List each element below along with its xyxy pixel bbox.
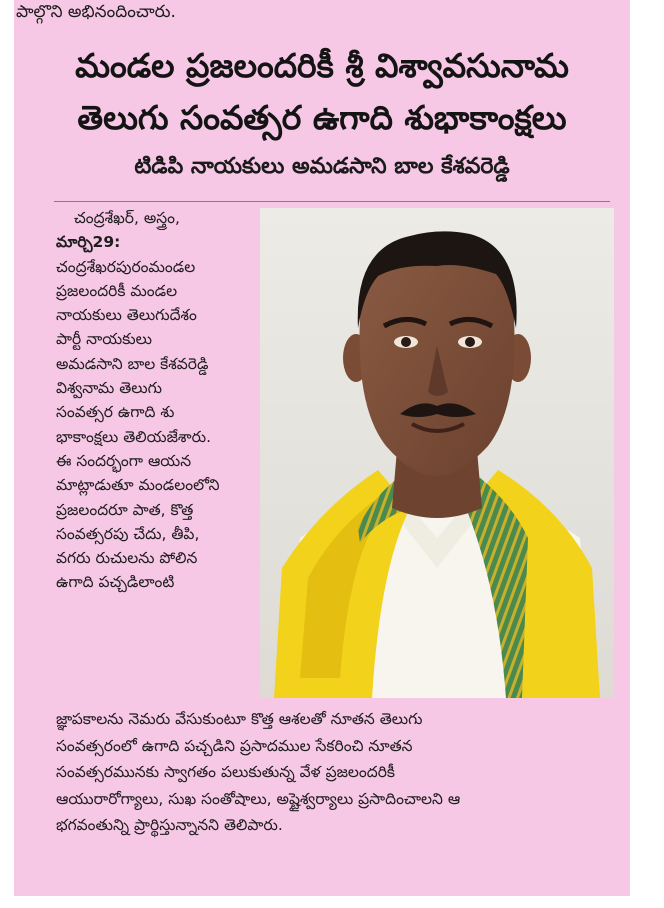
previous-article-tail: పాల్గొని అభినందించారు. [16, 2, 176, 22]
body-line: ఉగాది పచ్చడిలాంటి [56, 573, 175, 592]
newspaper-clipping [14, 0, 630, 896]
body-line: సంవత్సరపు చేదు, తీపి, [56, 524, 200, 543]
body-line: సంవత్సర ఉగాది శు [56, 403, 175, 422]
body-line: మాట్లాడుతూ మండలంలోని [56, 476, 220, 495]
body-line: భగవంతున్ని ప్రార్థిస్తున్నానని తెలిపారు. [56, 816, 283, 834]
headline-line-2: తెలుగు సంవత్సర ఉగాది శుభాకాంక్షలు [77, 98, 567, 137]
body-line: చంద్రశేఖరపురంమండల [56, 257, 196, 276]
subheadline: టిడిపి నాయకులు అమడసాని బాల కేశవరెడ్డి [134, 154, 510, 179]
article-continuation [56, 706, 616, 839]
body-line: భాకాంక్షలు తెలియజేశారు. [56, 427, 212, 446]
body-line: సంవత్సరమునకు స్వాగతం పలుకుతున్న వేళ ప్రజలందరికీ [56, 763, 395, 781]
body-line: ప్రజలందరూ పాత, కొత్త [56, 500, 194, 519]
body-line: విశ్వనామ తెలుగు [56, 379, 163, 398]
dateline-date: మార్చి29: [56, 233, 121, 252]
page-margin [0, 896, 664, 908]
body-line: ఈ సందర్భంగా ఆయన [56, 451, 192, 470]
body-line: ఆయురారోగ్యాలు, సుఖ సంతోషాలు, అష్టైశ్వర్యాలు ప్రసాదించాలని ఆ [56, 789, 461, 808]
portrait-photo [260, 208, 614, 698]
body-line: ప్రజలందరికీ మండల [56, 281, 178, 300]
article-column [56, 206, 262, 595]
dateline-place: చంద్రశేఖర్, అస్త్రం, [74, 209, 180, 227]
body-line: సంవత్సరంలో ఉగాది పచ్చడిని ప్రసాదముల సేకరించి నూతన [56, 736, 413, 755]
headline-line-1: మండల ప్రజలందరికీ శ్రీ విశ్వావసునామ [75, 46, 569, 85]
body-line: అమడసాని బాల కేశవరెడ్డి [56, 354, 209, 373]
body-line: జ్ఞాపకాలను నెమరు వేసుకుంటూ కొత్త ఆశలతో నూతన తెలుగు [56, 710, 423, 728]
body-line: వగరు రుచులను పోలిన [56, 549, 198, 568]
body-line: పార్టీ నాయకులు [56, 330, 152, 349]
headline-divider [54, 201, 610, 202]
body-line: నాయకులు తెలుగుదేశం [56, 306, 197, 325]
